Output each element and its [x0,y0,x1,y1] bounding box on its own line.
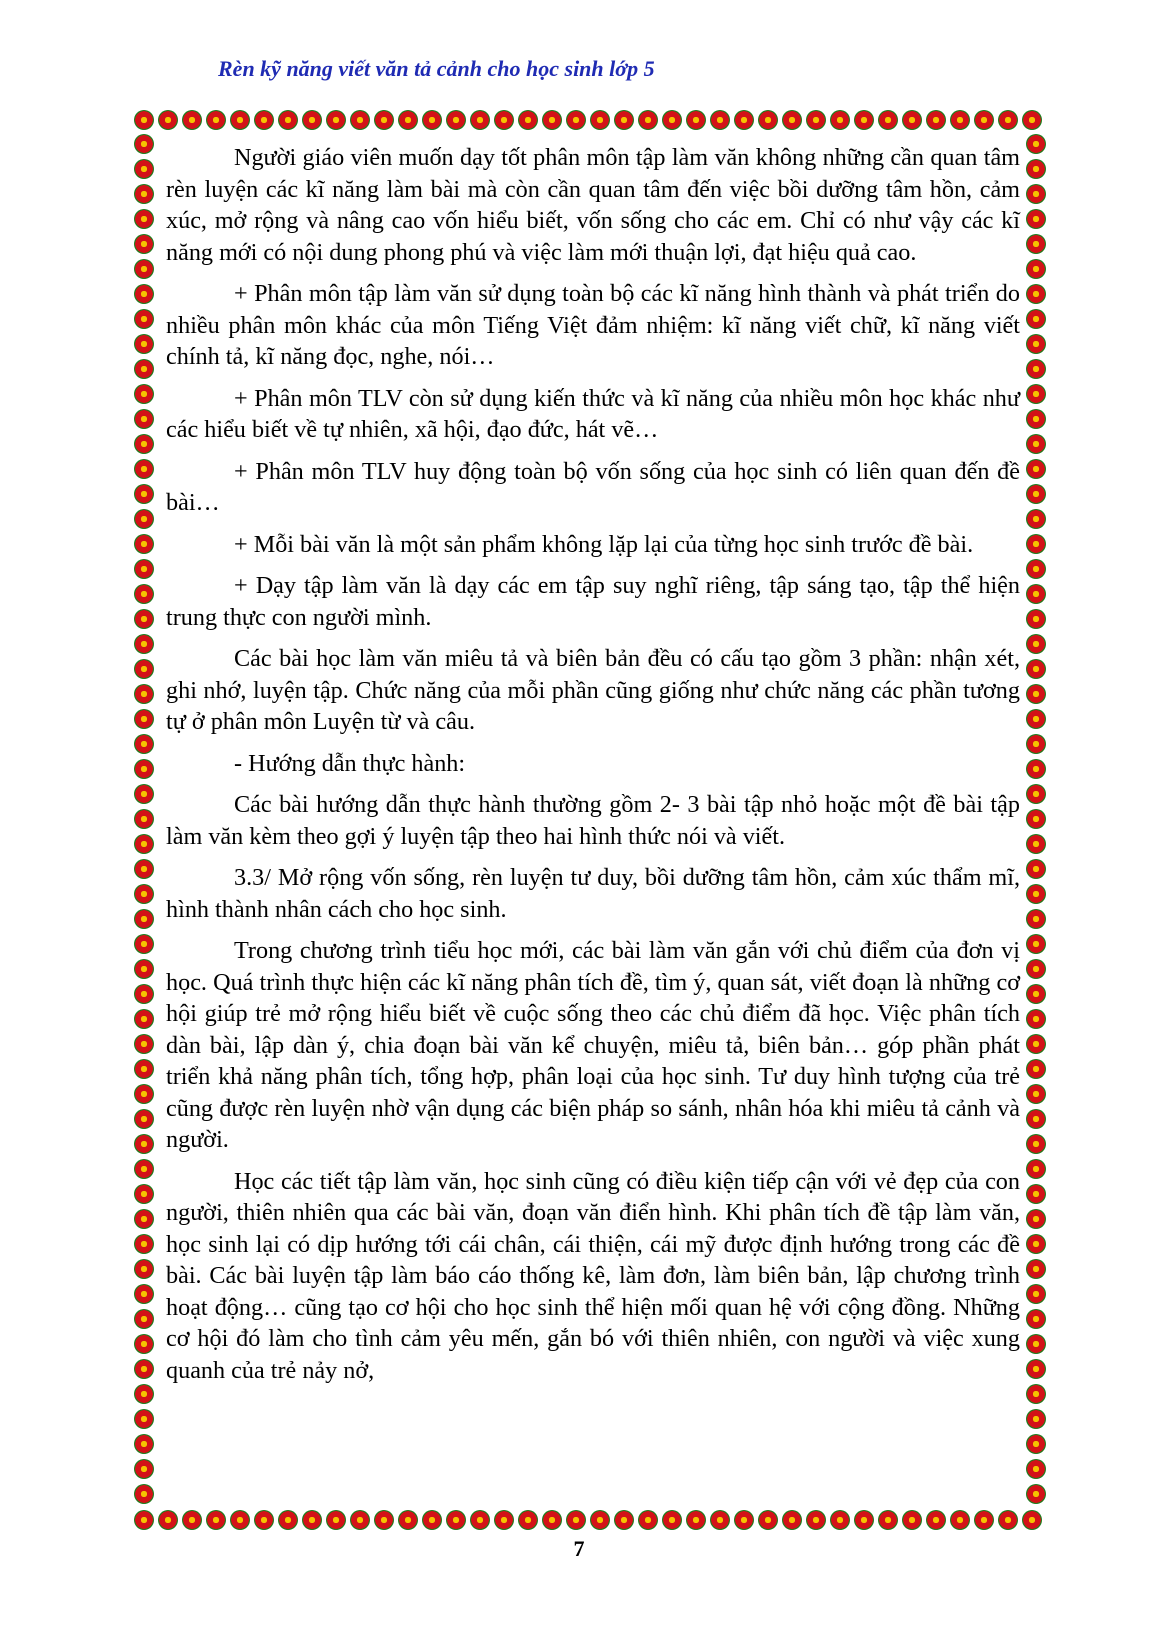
red-flower-icon [134,1409,154,1429]
red-flower-icon [134,1134,154,1154]
red-flower-icon [1026,459,1046,479]
red-flower-icon [134,734,154,754]
red-flower-icon [614,1510,634,1530]
red-flower-icon [1026,1309,1046,1329]
red-flower-icon [134,584,154,604]
red-flower-icon [134,1009,154,1029]
red-flower-icon [998,1510,1018,1530]
red-flower-icon [1026,1484,1046,1504]
red-flower-icon [1026,1234,1046,1254]
paragraph: - Hướng dẫn thực hành: [234,749,466,777]
red-flower-icon [806,1510,826,1530]
red-flower-icon [662,1510,682,1530]
red-flower-icon [134,609,154,629]
red-flower-icon [134,859,154,879]
red-flower-icon [1026,1159,1046,1179]
red-flower-icon [686,1510,706,1530]
red-flower-icon [1026,809,1046,829]
red-flower-icon [1026,209,1046,229]
red-flower-icon [134,959,154,979]
red-flower-icon [878,110,898,130]
red-flower-icon [398,110,418,130]
red-flower-icon [926,1510,946,1530]
red-flower-icon [1026,984,1046,1004]
border-bottom [134,1510,1042,1530]
red-flower-icon [926,110,946,130]
red-flower-icon [254,1510,274,1530]
red-flower-icon [1026,1034,1046,1054]
red-flower-icon [950,1510,970,1530]
red-flower-icon [134,934,154,954]
red-flower-icon [350,1510,370,1530]
red-flower-icon [1026,434,1046,454]
red-flower-icon [1026,659,1046,679]
red-flower-icon [1026,1409,1046,1429]
red-flower-icon [1026,159,1046,179]
red-flower-icon [1026,1434,1046,1454]
red-flower-icon [1026,1284,1046,1304]
paragraph: Người giáo viên muốn dạy tốt phân môn tập làm văn không những cần quan tâm rèn luyện các kĩ năng làm bài mà còn cần quan tâm đến việc bồi dưỡng tâm hồn, cảm xúc, mở rộng và nâng cao vốn hiểu biết, vốn sống cho các em. Chỉ có như vậy các kĩ năng mới có nội dung phong phú và việc làm mới thuận lợi, đạt hiệu quả cao. [166,144,1020,266]
red-flower-icon [566,1510,586,1530]
red-flower-icon [134,1109,154,1129]
red-flower-icon [134,159,154,179]
red-flower-icon [134,459,154,479]
red-flower-icon [734,110,754,130]
red-flower-icon [134,359,154,379]
paragraph: + Phân môn tập làm văn sử dụng toàn bộ các kĩ năng hình thành và phát triển do nhiều phân môn khác của môn Tiếng Việt đảm nhiệm: kĩ năng viết chữ, kĩ năng viết chính tả, kĩ năng đọc, nghe, nói… [166,280,1020,370]
red-flower-icon [1026,784,1046,804]
red-flower-icon [134,110,154,130]
red-flower-icon [422,110,442,130]
red-flower-icon [950,110,970,130]
red-flower-icon [470,110,490,130]
red-flower-icon [638,1510,658,1530]
red-flower-icon [1026,709,1046,729]
red-flower-icon [614,110,634,130]
red-flower-icon [1026,734,1046,754]
border-top [134,110,1042,130]
red-flower-icon [134,409,154,429]
red-flower-icon [590,1510,610,1530]
red-flower-icon [230,1510,250,1530]
red-flower-icon [974,1510,994,1530]
red-flower-icon [134,1034,154,1054]
red-flower-icon [134,784,154,804]
red-flower-icon [350,110,370,130]
red-flower-icon [134,1084,154,1104]
red-flower-icon [542,1510,562,1530]
red-flower-icon [1026,259,1046,279]
red-flower-icon [278,110,298,130]
red-flower-icon [1026,509,1046,529]
red-flower-icon [1026,334,1046,354]
red-flower-icon [1026,634,1046,654]
red-flower-icon [374,110,394,130]
page-number: 7 [573,1536,585,1561]
red-flower-icon [830,1510,850,1530]
red-flower-icon [806,110,826,130]
red-flower-icon [134,1159,154,1179]
red-flower-icon [1026,684,1046,704]
red-flower-icon [326,1510,346,1530]
red-flower-icon [326,110,346,130]
red-flower-icon [1026,1109,1046,1129]
red-flower-icon [134,1384,154,1404]
border-right [1026,134,1046,1504]
red-flower-icon [1026,759,1046,779]
red-flower-icon [1026,559,1046,579]
red-flower-icon [662,110,682,130]
red-flower-icon [1026,1009,1046,1029]
red-flower-icon [998,110,1018,130]
red-flower-icon [134,1184,154,1204]
red-flower-icon [1026,1459,1046,1479]
red-flower-icon [1026,1184,1046,1204]
red-flower-icon [134,384,154,404]
paragraph: + Phân môn TLV huy động toàn bộ vốn sống của học sinh có liên quan đến đề bài… [166,457,1020,516]
red-flower-icon [1026,309,1046,329]
red-flower-icon [1026,584,1046,604]
red-flower-icon [1026,609,1046,629]
red-flower-icon [782,1510,802,1530]
red-flower-icon [830,110,850,130]
red-flower-icon [446,1510,466,1530]
red-flower-icon [1026,909,1046,929]
red-flower-icon [1022,1510,1042,1530]
red-flower-icon [134,809,154,829]
red-flower-icon [134,559,154,579]
red-flower-icon [134,984,154,1004]
red-flower-icon [134,209,154,229]
red-flower-icon [134,1309,154,1329]
red-flower-icon [1026,184,1046,204]
red-flower-icon [758,1510,778,1530]
red-flower-icon [134,434,154,454]
red-flower-icon [134,134,154,154]
red-flower-icon [254,110,274,130]
paragraph: Các bài học làm văn miêu tả và biên bản đều có cấu tạo gồm 3 phần: nhận xét, ghi nhớ, luyện tập. Chức năng của mỗi phần cũng giống như chức năng các phần tương tự ở phân môn Luyện từ và câu. [166,645,1020,735]
red-flower-icon [302,1510,322,1530]
body-text [166,142,1020,1396]
red-flower-icon [230,110,250,130]
red-flower-icon [1026,884,1046,904]
red-flower-icon [1026,534,1046,554]
red-flower-icon [374,1510,394,1530]
paragraph: Học các tiết tập làm văn, học sinh cũng có điều kiện tiếp cận với vẻ đẹp của con người, thiên nhiên qua các bài văn, đoạn văn điển hình. Khi phân tích đề tập làm văn, học sinh lại có dịp hướng tới cái chân, cái thiện, cái mỹ được định hướng trong các đề bài. Các bài luyện tập làm báo cáo thống kê, làm đơn, làm biên bản, lập chương trình hoạt động… cũng tạo cơ hội cho học sinh thể hiện mối quan hệ với cộng đồng. Những cơ hội đó làm cho tình cảm yêu mến, gắn bó với thiên nhiên, con người và việc xung quanh của trẻ nảy nở, [166,1167,1020,1384]
red-flower-icon [686,110,706,130]
paragraph: + Phân môn TLV còn sử dụng kiến thức và kĩ năng của nhiều môn học khác như các hiểu biết về tự nhiên, xã hội, đạo đức, hát vẽ… [166,384,1020,443]
running-header: Rèn kỹ năng viết văn tả cảnh cho học sinh lớp 5 [218,56,655,81]
red-flower-icon [278,1510,298,1530]
red-flower-icon [134,284,154,304]
red-flower-icon [134,659,154,679]
red-flower-icon [1026,409,1046,429]
red-flower-icon [638,110,658,130]
paragraph: Trong chương trình tiểu học mới, các bài làm văn gắn với chủ điểm của đơn vị học. Quá trình thực hiện các kĩ năng phân tích đề, tìm ý, quan sát, viết đoạn là những cơ hội giúp trẻ mở rộng hiểu biết về cuộc sống theo các chủ điểm đã học. Việc phân tích dàn bài, lập dàn ý, chia đoạn bài văn kể chuyện, miêu tả, biên bản… góp phần phát triển khả năng phân tích, tổng hợp, phân loại của học sinh. Tư duy hình tượng của trẻ cũng được rèn luyện nhờ vận dụng các biện pháp so sánh, nhân hóa khi miêu tả cảnh và người. [166,937,1020,1153]
red-flower-icon [134,184,154,204]
red-flower-icon [1026,484,1046,504]
red-flower-icon [134,259,154,279]
red-flower-icon [1022,110,1042,130]
red-flower-icon [182,1510,202,1530]
red-flower-icon [1026,134,1046,154]
red-flower-icon [1026,1384,1046,1404]
red-flower-icon [518,110,538,130]
red-flower-icon [1026,834,1046,854]
red-flower-icon [710,110,730,130]
red-flower-icon [470,1510,490,1530]
red-flower-icon [134,1359,154,1379]
red-flower-icon [1026,1134,1046,1154]
red-flower-icon [134,759,154,779]
red-flower-icon [134,309,154,329]
red-flower-icon [206,110,226,130]
red-flower-icon [422,1510,442,1530]
red-flower-icon [782,110,802,130]
section-heading: 3.3/ Mở rộng vốn sống, rèn luyện tư duy, bồi dưỡng tâm hồn, cảm xúc thẩm mĩ, hình thành nhân cách cho học sinh. [166,864,1020,923]
red-flower-icon [854,110,874,130]
red-flower-icon [1026,1334,1046,1354]
red-flower-icon [902,110,922,130]
red-flower-icon [1026,359,1046,379]
red-flower-icon [134,1209,154,1229]
red-flower-icon [1026,1059,1046,1079]
red-flower-icon [566,110,586,130]
red-flower-icon [902,1510,922,1530]
red-flower-icon [854,1510,874,1530]
red-flower-icon [134,484,154,504]
border-left [134,134,154,1504]
red-flower-icon [1026,859,1046,879]
red-flower-icon [1026,1359,1046,1379]
red-flower-icon [1026,384,1046,404]
red-flower-icon [1026,234,1046,254]
red-flower-icon [134,334,154,354]
red-flower-icon [134,834,154,854]
red-flower-icon [206,1510,226,1530]
red-flower-icon [1026,284,1046,304]
red-flower-icon [182,110,202,130]
red-flower-icon [734,1510,754,1530]
red-flower-icon [398,1510,418,1530]
red-flower-icon [518,1510,538,1530]
red-flower-icon [1026,934,1046,954]
red-flower-icon [1026,1084,1046,1104]
red-flower-icon [134,1434,154,1454]
red-flower-icon [134,884,154,904]
red-flower-icon [710,1510,730,1530]
red-flower-icon [134,1284,154,1304]
red-flower-icon [134,534,154,554]
paragraph: Các bài hướng dẫn thực hành thường gồm 2- 3 bài tập nhỏ hoặc một đề bài tập làm văn kèm theo gợi ý luyện tập theo hai hình thức nói và viết. [166,791,1020,850]
red-flower-icon [134,1510,154,1530]
red-flower-icon [134,234,154,254]
red-flower-icon [158,1510,178,1530]
red-flower-icon [758,110,778,130]
red-flower-icon [134,1484,154,1504]
red-flower-icon [134,684,154,704]
red-flower-icon [134,634,154,654]
paragraph: + Mỗi bài văn là một sản phẩm không lặp lại của từng học sinh trước đề bài. [234,530,974,558]
red-flower-icon [1026,1259,1046,1279]
red-flower-icon [446,110,466,130]
red-flower-icon [974,110,994,130]
red-flower-icon [134,1459,154,1479]
red-flower-icon [542,110,562,130]
red-flower-icon [590,110,610,130]
red-flower-icon [1026,959,1046,979]
red-flower-icon [134,1334,154,1354]
red-flower-icon [878,1510,898,1530]
red-flower-icon [158,110,178,130]
red-flower-icon [134,1059,154,1079]
red-flower-icon [134,709,154,729]
red-flower-icon [134,1259,154,1279]
red-flower-icon [494,110,514,130]
red-flower-icon [1026,1209,1046,1229]
red-flower-icon [494,1510,514,1530]
paragraph: + Dạy tập làm văn là dạy các em tập suy nghĩ riêng, tập sáng tạo, tập thể hiện trung thực con người mình. [166,572,1020,631]
red-flower-icon [134,509,154,529]
red-flower-icon [134,909,154,929]
red-flower-icon [302,110,322,130]
red-flower-icon [134,1234,154,1254]
